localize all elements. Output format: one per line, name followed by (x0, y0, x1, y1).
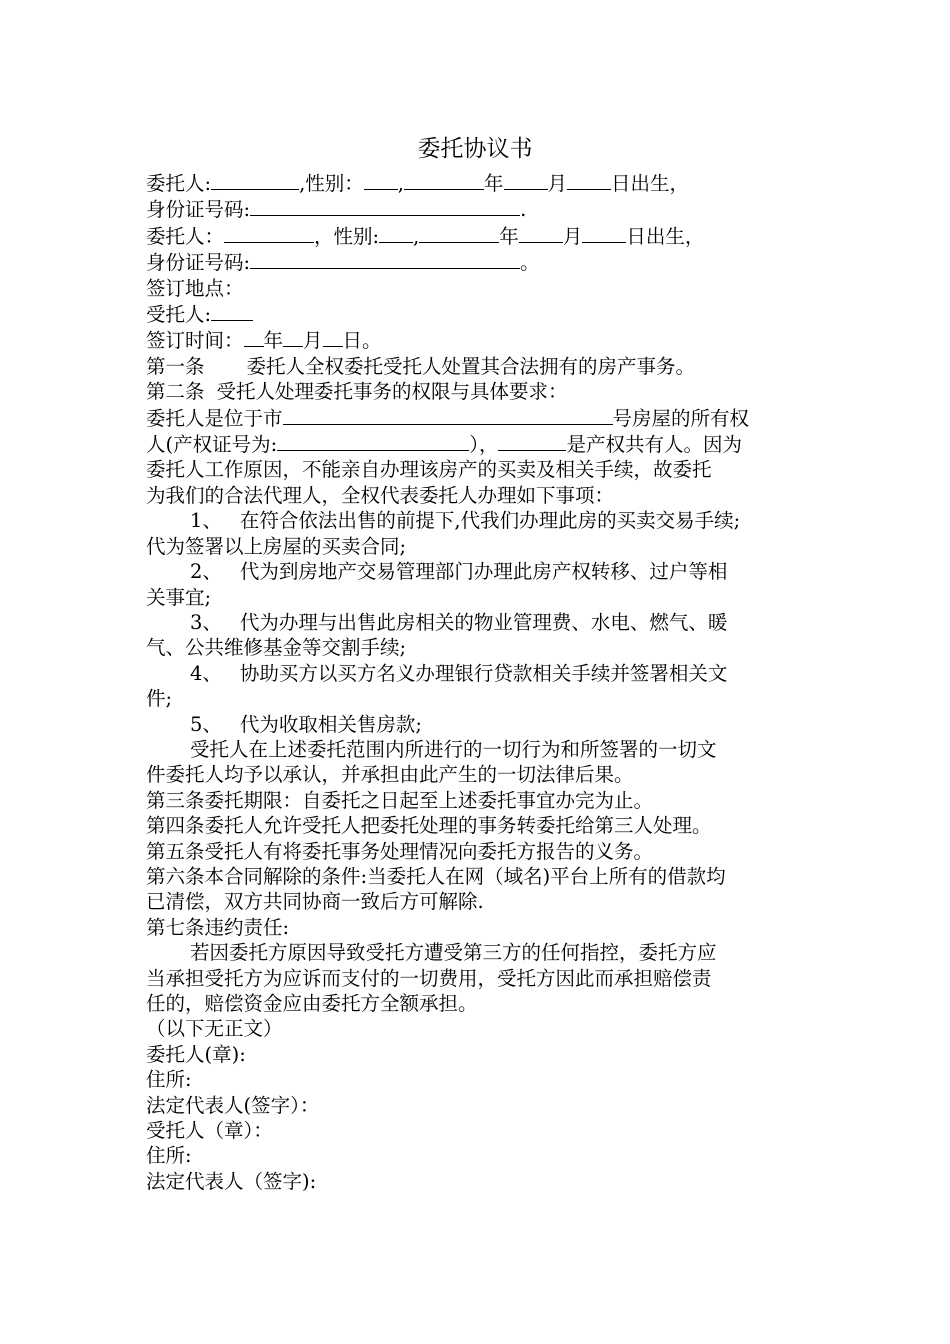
punct: 。 (520, 251, 540, 275)
item-text: 代为收取相关售房款; (239, 712, 422, 736)
year-label: 年 (483, 172, 504, 195)
id-label: 身份证号码: (146, 251, 251, 275)
agent-line (146, 301, 806, 327)
ratification-line-1: 受托人在上述委托范围内所进行的一切行为和所签署的一切文 (190, 737, 717, 761)
birth-label: 日出生， (611, 172, 690, 195)
article-7-line-2: 当承担受托方为应诉而支付的一切费用，受托方因此而承担赔偿责 (146, 966, 712, 990)
property-line-2 (146, 431, 806, 457)
sign-place-line: 签订地点： (146, 276, 244, 300)
sign-time-line (146, 327, 806, 353)
item-2 (146, 559, 806, 584)
principal-2-label: 委托人： (146, 224, 225, 248)
item-1-cont: 代为签署以上房屋的买卖合同; (146, 534, 407, 558)
article-1 (146, 354, 806, 379)
article-head: 第一条 (146, 354, 205, 378)
year-label: 年 (263, 329, 284, 353)
property-line-3: 委托人工作原因，不能亲自办理该房产的买卖及相关手续，故委托 (146, 458, 712, 482)
principal-address: 住所: (146, 1068, 192, 1092)
year-label: 年 (499, 224, 519, 248)
article-text: 委托人全权委托受托人处置其合法拥有的房产事务。 (246, 354, 696, 378)
article-6-line-2: 已清偿，双方共同协商一致后方可解除. (146, 890, 484, 914)
agent-seal: 受托人（章）： (146, 1119, 273, 1143)
article-5: 第五条受托人有将委托事务处理情况向委托方报告的义务。 (146, 839, 654, 863)
property-line-1 (146, 405, 806, 431)
article-7-line-1: 若因委托方原因导致受托方遭受第三方的任何指控，委托方应 (190, 941, 717, 965)
principal-1-name-blank (211, 170, 299, 190)
item-3 (146, 610, 806, 635)
agent-blank (211, 301, 253, 321)
day-label: 日。 (342, 329, 382, 353)
item-4-cont: 件; (146, 687, 173, 711)
birth-label: 日出生， (626, 224, 705, 248)
item-text: 代为到房地产交易管理部门办理此房产权转移、过户等相 (239, 560, 728, 584)
principal-2-name-blank (224, 223, 314, 243)
article-6-line-1: 第六条本合同解除的条件:当委托人在网（域名)平台上所有的借款均 (146, 864, 726, 888)
principal-representative: 法定代表人(签字）： (146, 1093, 320, 1117)
principal-2-line (146, 223, 806, 249)
sign-month-blank (283, 327, 303, 347)
item-number: 3、 (190, 610, 222, 634)
principal-2-id-blank (250, 249, 520, 269)
punct: . (520, 198, 527, 222)
item-text: 协助买方以买方名义办理银行贷款相关手续并签署相关文 (239, 661, 728, 685)
principal-2-gender-label: ，性别: (314, 224, 380, 248)
principal-seal: 委托人(章): (146, 1042, 246, 1066)
text: 是产权共有人。因为 (566, 433, 742, 457)
article-7-line-3: 任的，赔偿资金应由委托方全额承担。 (146, 992, 478, 1015)
principal-1-day-blank (567, 170, 611, 190)
principal-2-id-line (146, 249, 806, 275)
principal-1-gender-blank (364, 170, 398, 190)
article-head: 第二条 (146, 380, 205, 404)
article-3: 第三条委托期限：自委托之日起至上述委托事宜办完为止。 (146, 788, 654, 812)
principal-2-year-blank (419, 223, 499, 243)
item-number: 1、 (190, 509, 222, 533)
month-label: 月 (547, 172, 568, 195)
item-number: 4、 (190, 661, 222, 685)
principal-1-line (146, 170, 806, 196)
principal-1-month-blank (504, 170, 548, 190)
agent-address: 住所: (146, 1144, 192, 1168)
principal-1-id-blank (250, 196, 520, 216)
item-2-cont: 关事宜; (146, 585, 212, 609)
principal-1-year-blank (404, 170, 484, 190)
id-label: 身份证号码: (146, 198, 251, 222)
property-line-4: 为我们的合法代理人，全权代表委托人办理如下事项： (146, 483, 615, 507)
text: 号房屋的所有权 (612, 406, 750, 430)
text: 委托人是位于市 (146, 406, 283, 430)
item-1 (146, 508, 806, 533)
separator: , (413, 224, 420, 248)
item-text: 代为办理与出售此房相关的物业管理费、水电、燃气、暖 (239, 610, 728, 634)
article-7-head: 第七条违约责任: (146, 915, 290, 939)
month-label: 月 (303, 329, 323, 353)
principal-1-label: 委托人: (146, 172, 212, 195)
item-number: 5、 (190, 712, 222, 736)
document-body (146, 170, 806, 1194)
item-5 (146, 712, 806, 737)
sign-day-blank (323, 327, 343, 347)
item-3-cont: 气、公共维修基金等交割手续; (146, 636, 407, 660)
item-4 (146, 661, 806, 686)
item-text: 在符合依法出售的前提下,代我们办理此房的买卖交易手续; (239, 509, 741, 533)
certificate-blank (277, 431, 469, 451)
principal-2-gender-blank (379, 223, 413, 243)
month-label: 月 (562, 224, 583, 248)
article-text: 受托人处理委托事务的权限与具体要求： (216, 380, 568, 404)
separator: , (397, 172, 404, 195)
principal-1-gender-label: ,性别： (299, 172, 364, 195)
address-blank (283, 405, 613, 425)
item-number: 2、 (190, 560, 222, 584)
text: ）， (469, 433, 499, 457)
principal-1-id-line (146, 196, 806, 222)
sign-year-blank (244, 327, 264, 347)
text: 人(产权证号为: (146, 433, 278, 457)
article-4: 第四条委托人允许受托人把委托处理的事务转委托给第三人处理。 (146, 814, 712, 838)
no-more-text: （以下无正文） (146, 1017, 283, 1041)
co-owner-blank (498, 431, 566, 451)
principal-2-month-blank (519, 223, 563, 243)
agent-representative: 法定代表人（签字): (146, 1169, 317, 1193)
ratification-line-2: 件委托人均予以承认，并承担由此产生的一切法律后果。 (146, 763, 634, 787)
sign-time-label: 签订时间： (146, 329, 244, 353)
agent-label: 受托人: (146, 303, 212, 327)
document-title: 委托协议书 (417, 136, 533, 162)
principal-2-day-blank (582, 223, 626, 243)
article-2 (146, 379, 806, 404)
